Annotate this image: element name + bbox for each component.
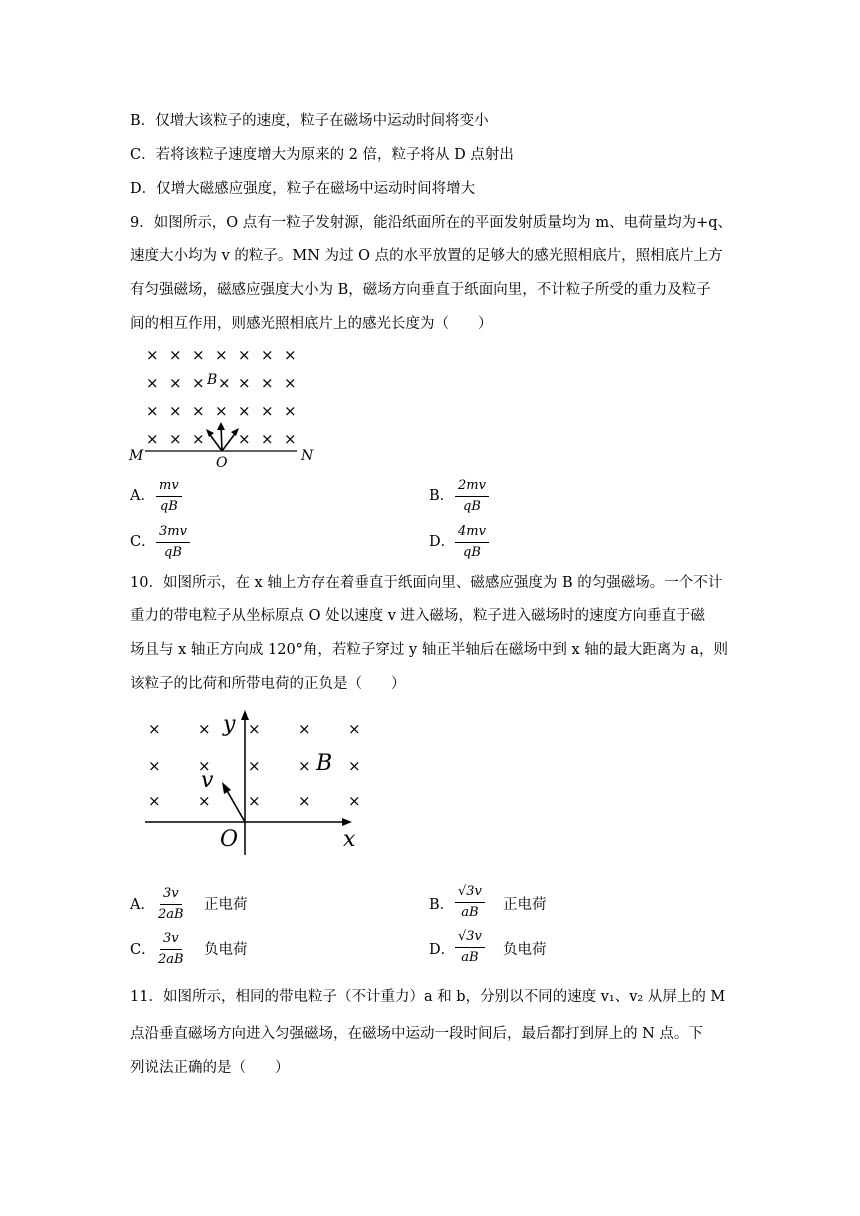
- q9-cross: ×: [238, 374, 251, 392]
- q9-cross: ×: [146, 430, 159, 448]
- q11-stem-line-1: 11．如图所示，相同的带电粒子（不计重力）a 和 b，分别以不同的速度 v₁、v₂ 从屏上的 M: [130, 989, 726, 1005]
- q9-option-a-fraction: $\frac{mv}{qB}$: [156, 478, 182, 515]
- q10-cross: ×: [298, 757, 311, 775]
- q10-cross: ×: [198, 792, 211, 810]
- q10-cross: ×: [148, 720, 161, 738]
- q9-cross: ×: [284, 402, 297, 420]
- q10-option-b-fraction: $\frac{√3v}{aB}$: [455, 884, 485, 921]
- q9-cross: ×: [238, 430, 251, 448]
- q8-option-d: D．仅增大磁感应强度，粒子在磁场中运动时间将增大: [130, 181, 476, 197]
- q9-option-c-letter: C．: [130, 534, 156, 550]
- q9-label-b: B: [207, 372, 218, 388]
- q9-option-d-letter: D．: [429, 534, 456, 550]
- q10-cross: ×: [348, 792, 361, 810]
- q10-cross: ×: [298, 720, 311, 738]
- q9-cross: ×: [284, 430, 297, 448]
- q10-option-c-fraction: $\frac{3v}{2aB}$: [158, 931, 184, 967]
- q10-stem-line-3: 场且与 x 轴正方向成 120°角，若粒子穿过 y 轴正半轴后在磁场中到 x 轴的最大距离为 a，则: [130, 642, 728, 658]
- q9-label-n: N: [301, 448, 314, 464]
- q9-option-a-letter: A．: [130, 488, 155, 504]
- q10-y-arrow: [241, 710, 249, 720]
- q9-cross: ×: [261, 402, 274, 420]
- q10-label-x: x: [343, 827, 356, 852]
- q10-option-c-charge: 负电荷: [204, 942, 248, 958]
- q10-label-b: B: [316, 751, 333, 776]
- q10-stem-line-2: 重力的带电粒子从坐标原点 O 处以速度 v 进入磁场，粒子进入磁场时的速度方向垂直于磁: [130, 608, 706, 624]
- q10-cross: ×: [198, 757, 211, 775]
- q10-stem-line-1: 10．如图所示，在 x 轴上方存在着垂直于纸面向里、磁感应强度为 B 的匀强磁场。一个不计: [130, 575, 723, 591]
- q9-figure: [125, 340, 325, 470]
- q9-cross: ×: [261, 346, 274, 364]
- q8-option-c: C．若将该粒子速度增大为原来的 2 倍，粒子将从 D 点射出: [130, 147, 514, 163]
- q9-cross: ×: [238, 346, 251, 364]
- q10-velocity-arrow: [226, 789, 245, 822]
- q10-stem-line-4: 该粒子的比荷和所带电荷的正负是（ ）: [130, 676, 406, 692]
- q10-cross: ×: [248, 720, 261, 738]
- q9-stem-line-4: 间的相互作用，则感光照相底片上的感光长度为（ ）: [130, 316, 493, 332]
- q9-cross: ×: [169, 374, 182, 392]
- q10-cross: ×: [148, 792, 161, 810]
- q10-option-b-letter: B．: [429, 897, 455, 913]
- q10-cross: ×: [298, 792, 311, 810]
- q10-option-d-fraction: $\frac{√3v}{aB}$: [455, 929, 485, 966]
- q11-stem-line-2: 点沿垂直磁场方向进入匀强磁场，在磁场中运动一段时间后，最后都打到屏上的 N 点。下: [130, 1026, 703, 1042]
- q9-cross: ×: [146, 374, 159, 392]
- q9-cross: ×: [284, 346, 297, 364]
- q10-option-c-letter: C．: [130, 942, 156, 958]
- q9-cross: ×: [218, 374, 231, 392]
- q9-cross: ×: [261, 430, 274, 448]
- q10-label-y: y: [223, 712, 236, 737]
- q9-label-o: O: [216, 455, 228, 470]
- q10-label-o: O: [220, 827, 239, 852]
- q9-option-d-fraction: $\frac{4mv}{qB}$: [455, 524, 489, 561]
- q10-cross: ×: [248, 757, 261, 775]
- q9-cross: ×: [169, 402, 182, 420]
- q9-cross: ×: [284, 374, 297, 392]
- q9-stem-line-2: 速度大小均为 v 的粒子。MN 为过 O 点的水平放置的足够大的感光照相底片，照相底片上方: [130, 248, 723, 264]
- q10-cross: ×: [348, 720, 361, 738]
- q10-cross: ×: [198, 720, 211, 738]
- q8-option-b: B．仅增大该粒子的速度，粒子在磁场中运动时间将变小: [130, 113, 489, 129]
- q10-label-v: v: [201, 768, 214, 793]
- q9-option-c-fraction: $\frac{3mv}{qB}$: [156, 524, 190, 561]
- q9-cross: ×: [192, 346, 205, 364]
- q10-option-d-charge: 负电荷: [503, 942, 547, 958]
- q9-cross: ×: [192, 402, 205, 420]
- q10-cross: ×: [148, 757, 161, 775]
- q9-cross: ×: [238, 402, 251, 420]
- q9-cross: ×: [146, 346, 159, 364]
- q9-cross: ×: [146, 402, 159, 420]
- q10-cross: ×: [248, 792, 261, 810]
- q11-stem-line-3: 列说法正确的是（ ）: [130, 1060, 290, 1076]
- q10-cross: ×: [348, 757, 361, 775]
- q9-cross: ×: [169, 346, 182, 364]
- q9-label-m: M: [129, 448, 144, 464]
- q9-cross: ×: [192, 430, 205, 448]
- q9-option-b-fraction: $\frac{2mv}{qB}$: [455, 478, 489, 515]
- q9-stem-line-3: 有匀强磁场，磁感应强度大小为 B，磁场方向垂直于纸面向里，不计粒子所受的重力及粒子: [130, 282, 711, 298]
- q9-option-b-letter: B．: [429, 488, 455, 504]
- q9-cross: ×: [215, 402, 228, 420]
- q9-cross: ×: [169, 430, 182, 448]
- q9-stem-line-1: 9．如图所示，O 点有一粒子发射源，能沿纸面所在的平面发射质量均为 m、电荷量均为+q、: [130, 215, 733, 231]
- q10-option-a-charge: 正电荷: [204, 897, 248, 913]
- q10-figure: [140, 705, 370, 855]
- q10-option-d-letter: D．: [429, 942, 456, 958]
- q9-cross: ×: [192, 374, 205, 392]
- q10-option-b-charge: 正电荷: [503, 897, 547, 913]
- q10-option-a-fraction: $\frac{3v}{2aB}$: [158, 886, 184, 922]
- q10-x-arrow: [342, 818, 352, 826]
- q9-cross: ×: [261, 374, 274, 392]
- q9-cross: ×: [215, 346, 228, 364]
- q10-option-a-letter: A．: [130, 897, 155, 913]
